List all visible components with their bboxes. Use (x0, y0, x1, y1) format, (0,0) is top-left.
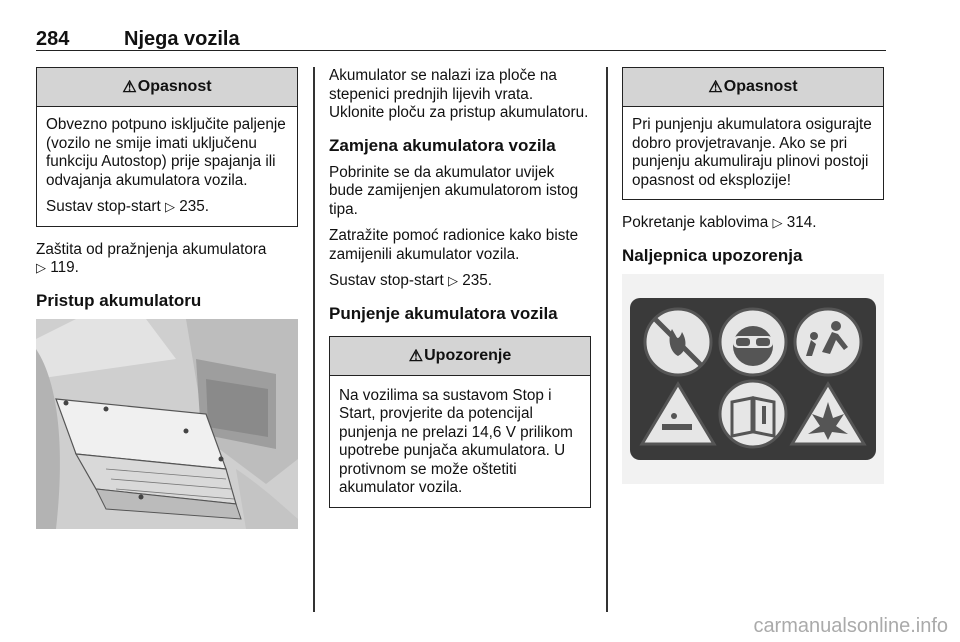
column-1 (36, 67, 298, 529)
access-text: Akumulator se nalazi iza ploče na stepenici prednjih lijevih vrata. Uklonite ploču za pristup akumulatoru. (329, 67, 589, 121)
reference-page: 235. (179, 198, 210, 215)
replace-reference: Sustav stop-start ▷ 235. (329, 272, 493, 289)
reference-arrow-icon: ▷ (36, 260, 46, 275)
danger-box-ventilation (622, 67, 884, 200)
label-heading: Naljepnica upozorenja (622, 245, 803, 265)
reference-arrow-icon: ▷ (165, 199, 176, 214)
reference-page: 119. (50, 259, 79, 276)
charging-heading: Punjenje akumulatora vozila (329, 303, 558, 323)
replace-text-2: Zatražite pomoć radionice kako biste zamijenili akumulator vozila. (329, 227, 579, 263)
watermark: carmanualsonline.info (753, 615, 948, 637)
battery-access-illustration (36, 319, 298, 529)
eye-protection-icon (720, 309, 786, 375)
column-divider (313, 67, 315, 612)
warning-box-title: Upozorenje (424, 346, 512, 364)
read-manual-icon (720, 381, 786, 447)
column-divider (606, 67, 608, 612)
section-title: Njega vozila (124, 28, 240, 50)
replace-text-1: Pobrinite se da akumulator uvijek bude zamijenjen akumulatorom istog tipa. (329, 163, 579, 218)
reference-page: 314. (786, 214, 817, 231)
reference-page: 235. (462, 272, 493, 289)
access-heading: Pristup akumulatoru (36, 290, 202, 310)
no-fire-icon (645, 309, 711, 375)
page-header (36, 24, 886, 51)
danger-box-title: Opasnost (723, 78, 798, 95)
danger-box-title: Opasnost (137, 78, 212, 95)
warning-box (329, 336, 591, 508)
warning-triangle-icon: ⚠ (708, 79, 723, 96)
jump-start-reference: Pokretanje kablovima ▷ 314. (622, 214, 817, 231)
warning-label-illustration (622, 274, 884, 484)
danger-box-header (623, 68, 883, 107)
column-2 (329, 67, 591, 522)
warning-box-header (330, 337, 590, 376)
replace-heading: Zamjena akumulatora vozila (329, 135, 556, 155)
warning-triangle-icon: ⚠ (122, 79, 137, 96)
warning-box-text: Na vozilima sa sustavom Stop i Start, provjerite da potencijal punjenja ne prelazi 14,6 V prilikom upotrebe punjača akumulatora. U protivnom se može oštetiti akumulator vozila. (339, 386, 573, 496)
page-number: 284 (36, 28, 70, 50)
danger-box-text: Obvezno potpuno isključite paljenje (vozilo ne smije imati uključenu funkciju Autostop) prije spajanja ili odvajanja akumulatora vozila. (46, 116, 286, 189)
reference-arrow-icon: ▷ (448, 273, 459, 288)
danger-box-text: Pri punjenju akumulatora osigurajte dobro provjetravanje. Ako se pri punjenju akumuliraju plinovi postoji opasnost od eksplozije! (632, 116, 872, 189)
protection-reference: Zaštita od pražnjenja akumulatora ▷ 119. (36, 240, 267, 276)
reference-arrow-icon: ▷ (772, 215, 783, 230)
column-3 (622, 67, 884, 484)
keep-children-away-icon (795, 309, 861, 375)
danger-box-reference: Sustav stop-start ▷ 235. (46, 198, 210, 215)
danger-box-header (37, 68, 297, 107)
danger-box (36, 67, 298, 227)
warning-triangle-icon: ⚠ (408, 347, 424, 365)
